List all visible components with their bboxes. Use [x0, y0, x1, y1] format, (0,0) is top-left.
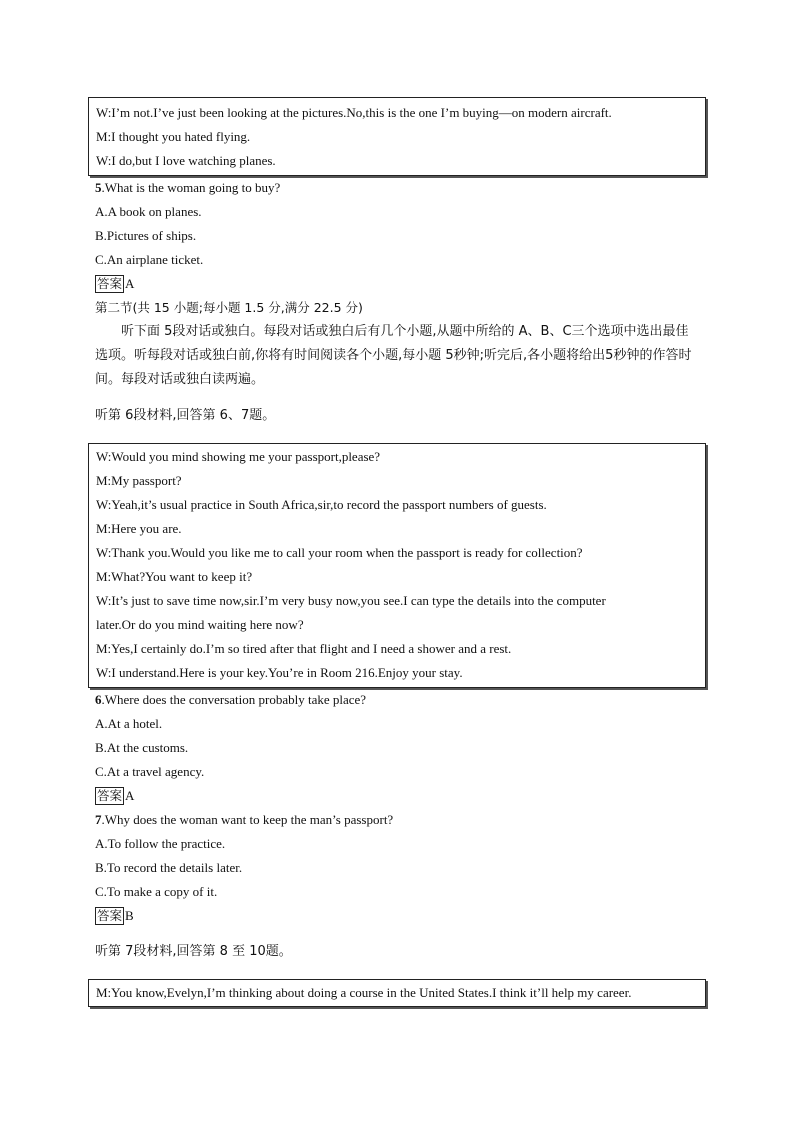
question-7-stem: [95, 808, 393, 832]
dialogue-line: M:You know,Evelyn,I’m thinking about doing a course in the United States.I think it’ll help my career.: [96, 985, 632, 1000]
question-6-answer: [95, 784, 134, 808]
dialogue-line: W:Would you mind showing me your passport,please?: [96, 449, 381, 464]
question-7-answer: [95, 904, 134, 928]
question-number: 7: [95, 812, 102, 827]
question-6-stem: [95, 688, 366, 712]
section-2-instructions: 听下面 5段对话或独白。每段对话或独白后有几个小题,从题中所给的 A、B、C三个选项中选出最佳选项。听每段对话或独白前,你将有时间阅读各个小题,每小题 5秒钟;听完后,各小题将给出5秒钟的作答时间。每段对话或独白读两遍。: [95, 324, 692, 387]
question-6-option-b: B.At the customs.: [95, 740, 189, 755]
dialogue-line: M:What?You want to keep it?: [96, 569, 253, 584]
dialogue-line: W:It’s just to save time now,sir.I’m very busy now,you see.I can type the details into the computer: [96, 593, 606, 608]
answer-badge: 答案: [97, 788, 123, 803]
question-5-option-b: B.Pictures of ships.: [95, 228, 197, 243]
answer-value: A: [125, 276, 135, 291]
answer-badge: 答案: [97, 276, 123, 291]
dialogue-line: M:I thought you hated flying.: [96, 129, 251, 144]
question-text: .Why does the woman want to keep the man’s passport?: [101, 812, 394, 827]
question-7-option-c: C.To make a copy of it.: [95, 884, 218, 899]
section-2-heading: 第二节(共 15 小题;每小题 1.5 分,满分 22.5 分): [95, 300, 363, 315]
question-6-option-a: A.At a hotel.: [95, 716, 163, 731]
dialogue-line: W:I do,but I love watching planes.: [96, 153, 276, 168]
question-5-option-a: A.A book on planes.: [95, 204, 202, 219]
dialogue-line: W:Thank you.Would you like me to call your room when the passport is ready for collection?: [96, 545, 583, 560]
dialogue-box-5: [88, 97, 706, 176]
dialogue-line: M:Here you are.: [96, 521, 182, 536]
question-text: .What is the woman going to buy?: [101, 180, 281, 195]
dialogue-line: W:Yeah,it’s usual practice in South Africa,sir,to record the passport numbers of guests.: [96, 497, 547, 512]
question-5-answer: [95, 272, 134, 296]
dialogue-line: M:Yes,I certainly do.I’m so tired after that flight and I need a shower and a rest.: [96, 641, 512, 656]
passage-6-heading: 听第 6段材料,回答第 6、7题。: [95, 408, 276, 423]
question-5-stem: [95, 176, 280, 200]
answer-value: B: [125, 908, 134, 923]
answer-badge: 答案: [97, 908, 123, 923]
question-text: .Where does the conversation probably take place?: [101, 692, 367, 707]
question-number: 6: [95, 692, 102, 707]
question-7-option-b: B.To record the details later.: [95, 860, 243, 875]
dialogue-line: W:I’m not.I’ve just been looking at the pictures.No,this is the one I’m buying—on modern aircraft.: [96, 105, 612, 120]
passage-7-heading: 听第 7段材料,回答第 8 至 10题。: [95, 944, 292, 959]
question-6-option-c: C.At a travel agency.: [95, 764, 205, 779]
dialogue-box-7: [88, 979, 706, 1007]
question-number: 5: [95, 180, 102, 195]
question-7-option-a: A.To follow the practice.: [95, 836, 226, 851]
dialogue-line: W:I understand.Here is your key.You’re in Room 216.Enjoy your stay.: [96, 665, 463, 680]
answer-value: A: [125, 788, 135, 803]
question-5-option-c: C.An airplane ticket.: [95, 252, 204, 267]
dialogue-line: M:My passport?: [96, 473, 182, 488]
dialogue-box-6: [88, 443, 706, 688]
dialogue-line: later.Or do you mind waiting here now?: [96, 617, 304, 632]
